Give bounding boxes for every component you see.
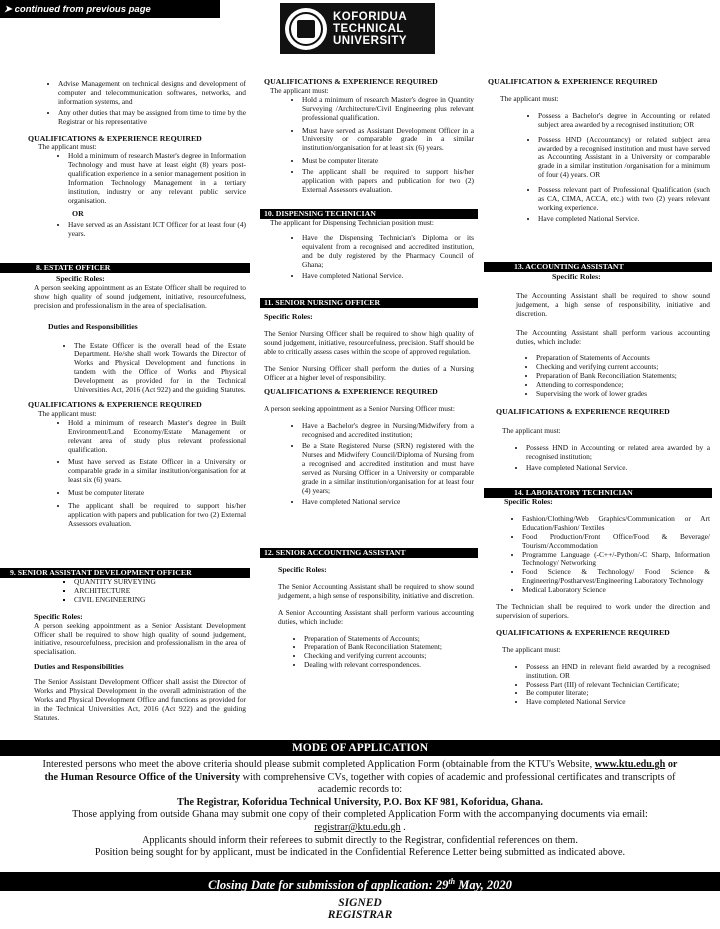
acc-qual-list (488, 112, 710, 224)
s12-specific-heading: Specific Roles: (278, 565, 327, 574)
s13-p2: The Accounting Assistant shall perform various accounting duties, which include: (516, 327, 710, 346)
list-item: • Have completed National Service. (538, 215, 710, 224)
list-item: • Must be computer literate (68, 489, 246, 498)
list-item: ▪ CIVIL ENGINEERING (74, 596, 246, 605)
s9-specific-text: A person seeking appointment as a Senior Assistant Development Officer shall be required to show high quality of sound judgement, initiative, resourcefulness, precision and professionalism in the area of specialisation. (34, 620, 246, 657)
logo-line-3: UNIVERSITY (333, 34, 408, 47)
section-9 (34, 578, 246, 723)
s14-roles-list (496, 515, 710, 595)
list-item: • Advise Management on technical designs and development of computer and telecommunication softwares, networks, and information systems, and (58, 80, 246, 107)
column-3 (488, 78, 710, 226)
list-item: • Have completed National Service (526, 698, 710, 707)
list-item: • Have a Bachelor's degree in Nursing/Midwifery from a recognised and accredited institution; (302, 422, 474, 440)
acc-qual-heading: QUALIFICATION & EXPERIENCE REQUIRED (488, 77, 658, 86)
section-11-title: 11. SENIOR NURSING OFFICER (260, 298, 478, 308)
s12-p1: The Senior Accounting Assistant shall be required to show sound judgement, a high sense of responsibility, initiative and discretion. (278, 581, 474, 600)
email-line (40, 822, 680, 835)
list-item: • Preparation of Bank Reconciliation Statements; (536, 372, 710, 381)
s11-p1: The Senior Nursing Officer shall be required to show high quality of sound judgement, initiative, resourcefulness, precision. Staff should be able to critically assess cases within the scope of approved regulation. (264, 328, 474, 356)
list-item: • Checking and verifying current accounts; (304, 652, 474, 661)
ict-qual-intro: The applicant must: (38, 142, 97, 152)
list-item: • Possess Part (III) of relevant Technician Certificate; (526, 681, 710, 690)
ict-qual-list-2 (28, 221, 246, 239)
column-2 (264, 78, 474, 197)
s8-qual-intro: The applicant must: (38, 408, 97, 418)
section-12 (278, 566, 474, 670)
list-item: • Must be computer literate (302, 157, 474, 166)
email-suffix: . (400, 821, 406, 833)
list-item: • The applicant shall be required to support his/her application with papers and publication for two (2) External Assessors evaluation. (302, 168, 474, 195)
s11-qual-heading: QUALIFICATIONS & EXPERIENCE REQUIRED (264, 387, 438, 397)
list-item: • Dealing with relevant correspondences. (304, 661, 474, 670)
section-8-title: 8. ESTATE OFFICER (0, 263, 250, 273)
column-1 (28, 80, 246, 241)
s8-qual-list (28, 419, 246, 529)
s9-duties-heading: Duties and Responsibilities (34, 662, 124, 672)
continued-text: continued from previous page (14, 3, 151, 15)
s14-qual-list (496, 663, 710, 708)
list-item: • Food Science & Technology/ Food Science & Engineering/Postharvest/Engineering Laboratory Technology (522, 568, 710, 586)
closing-date-month: May, 2020 (455, 878, 512, 893)
list-item: • Have completed National Service. (526, 464, 710, 473)
mode-paragraph-3: Applicants should inform their referees to submit directly to the Registrar, confidential references on them. (142, 834, 578, 846)
mode-p1-text: Interested persons who meet the above criteria should please submit completed Application Form (obtainable from the KTU's Website, (42, 759, 593, 770)
list-item: • Preparation of Statements of Accounts (536, 354, 710, 363)
logo-line-1: KOFORIDUA (333, 10, 408, 23)
list-item: • Fashion/Clothing/Web Graphics/Communication or Art Education/Fashion/ Textiles (522, 515, 710, 533)
list-item: • Hold a minimum of research Master's degree in Quantity Surveying /Architecture/Civil Engineering plus relevant professional qualification. (302, 96, 474, 123)
s8-specific-heading: Specific Roles: (56, 274, 105, 283)
s8-specific-text: A person seeking appointment as an Estate Officer shall be required to show high quality of sound judgement, initiative, resourcefulness, precision and professionalism in the area of specialisation. (34, 282, 246, 310)
logo-wordmark (333, 11, 407, 47)
ict-qual-heading: QUALIFICATIONS & EXPERIENCE REQUIRED (28, 133, 202, 143)
section-12-title: 12. SENIOR ACCOUNTING ASSISTANT (260, 548, 478, 558)
mode-of-application-body (40, 759, 680, 860)
s8-duties-list (28, 342, 246, 395)
list-item: • Hold a minimum of research Master's degree in Information Technology and must have at least eight (8) years post-qualification experience in a senior management position in Information Technology Management in a tertiary institution, industry or any relevant public service organisation. (68, 152, 246, 205)
section-14-title: 14. LABORATORY TECHNICIAN (484, 488, 712, 498)
list-item: • Hold a minimum of research Master's degree in Built Environment/Land Economy/Estate Management or relevant area of study plus relevant professional qualification. (68, 419, 246, 455)
list-item: • Possess a Bachelor's degree in Accounting or related subject area awarded by a recognised institution; OR (538, 112, 710, 130)
s10-list (264, 234, 474, 281)
list-item: • Have completed National Service. (302, 272, 474, 281)
list-item: • Have completed National service (302, 498, 474, 507)
list-item: • Be a State Registered Nurse (SRN) registered with the Nurses and Midwifery Council/Diploma of Nursing from a recognised and accredited institution and must have served as Nursing Officer in a University or comparable grade in a similar institution/organisation for at least four (4) years; (302, 442, 474, 495)
s13-qual-list (496, 444, 710, 473)
university-logo (280, 3, 435, 54)
list-item: • Must have served as Estate Officer in a University or comparable grade in a similar institution/organisation for at least six (6) years. (68, 458, 246, 485)
list-item: • Have the Dispensing Technician's Diploma or its equivalent from a recognised and accredited institution, and be duly registered by the Pharmacy Council of Ghana; (302, 234, 474, 270)
list-item: • Be computer literate; (526, 689, 710, 698)
section-10 (264, 219, 474, 282)
s13-p1: The Accounting Assistant shall be required to show sound judgement, a high sense of responsibility, initiative and discretion. (516, 290, 710, 318)
list-item: ▪ ARCHITECTURE (74, 587, 246, 596)
mode-of-application-title: MODE OF APPLICATION (0, 740, 720, 756)
s14-qual-heading: QUALIFICATIONS & EXPERIENCE REQUIRED (496, 627, 670, 637)
s12-p2: A Senior Accounting Assistant shall perform various accounting duties, which include: (278, 607, 474, 626)
list-item: • The applicant shall be required to support his/her application with papers and publication for two (2) External Assessors evaluation. (68, 502, 246, 529)
or-text: OR (72, 208, 84, 218)
closing-date-text: Closing Date for submission of application: 29 (208, 878, 449, 893)
list-item: • Possess HND in Accounting or related area awarded by a recognised institution; (526, 444, 710, 462)
s8-qual-heading: QUALIFICATIONS & EXPERIENCE REQUIRED (28, 399, 202, 409)
closing-date-banner (0, 872, 720, 891)
s14-text: The Technician shall be required to work under the direction and supervision of superiors. (496, 602, 710, 620)
list-item: • Checking and verifying current accounts; (536, 363, 710, 372)
s13-qual-heading: QUALIFICATIONS & EXPERIENCE REQUIRED (496, 407, 670, 416)
list-item: • Any other duties that may be assigned from time to time by the Registrar or his representative (58, 109, 246, 127)
list-item: ▪ QUANTITY SURVEYING (74, 578, 246, 587)
university-seal-icon (285, 8, 327, 50)
list-item: • The Estate Officer is the overall head of the Estate Department. He/she shall work Towards the Director of Works and Physical Development and functions in tandem with the Office of Works and Physical Development as provided for in the Technical Universities Act, 2016 (Act 922) and the guiding Statutes. (74, 342, 246, 395)
website-link[interactable]: www.ktu.edu.gh (594, 759, 666, 770)
section-13-title: 13. ACCOUNTING ASSISTANT (484, 262, 712, 272)
s11-qual-list (264, 422, 474, 506)
s12-duties-list (278, 635, 474, 671)
signature-block (260, 897, 460, 921)
list-item: • Medical Laboratory Science (522, 586, 710, 595)
s9-duties-text: The Senior Assistant Development Officer shall assist the Director of Works and Physical Development in the overall administration of the Works and Physical Development Office and functions as provided for in the Technical Universities Act, 2016 (Act 922) and the guiding Statutes. (34, 677, 246, 722)
list-item: • Must have served as Assistant Development Officer in a University or comparable grade in a similar institution/organisation for at least six (6) years. (302, 127, 474, 154)
continued-arrow-icon: ➤ (4, 3, 15, 15)
list-item: • Have served as an Assistant ICT Officer for at least four (4) years. (68, 221, 246, 239)
s11-specific-heading: Specific Roles: (264, 312, 313, 321)
dev-qual-list (264, 96, 474, 195)
list-item: • Food Production/Front Office/Food & Beverage/ Tourism/Accommodation (522, 533, 710, 551)
logo-line-2: TECHNICAL (333, 22, 404, 35)
list-item: • Preparation of Statements of Accounts; (304, 635, 474, 644)
section-9-title: 9. SENIOR ASSISTANT DEVELOPMENT OFFICER (0, 568, 250, 578)
mode-p1-tail: with comprehensive CVs, together with copies of academic and professional certificates and transcripts of academic records to: (240, 771, 676, 796)
dev-qual-heading: QUALIFICATIONS & EXPERIENCE REQUIRED (264, 77, 438, 86)
list-item: • Attending to correspondence; (536, 381, 710, 390)
section-13-qual (496, 408, 710, 475)
section-14 (496, 498, 710, 707)
list-item: • Preparation of Bank Reconciliation Statement; (304, 643, 474, 652)
continued-banner (0, 0, 220, 18)
section-11 (264, 313, 474, 508)
closing-date-sup: th (448, 877, 456, 886)
list-item: • Possess an HND in relevant field awarded by a recognised institution. OR (526, 663, 710, 681)
registrar-address: The Registrar, Koforidua Technical University, P.O. Box KF 981, Koforidua, Ghana. (177, 796, 543, 808)
s13-duties-list (516, 354, 710, 399)
mode-paragraph-1 (40, 759, 680, 797)
s9-disciplines-list (34, 578, 246, 605)
list-item: • Possess relevant part of Professional Qualification (such as CA, CIMA, ACCA, etc.) with two (2) years relevant working experience. (538, 186, 710, 213)
s14-qual-intro: The applicant must: (502, 644, 561, 654)
section-8 (28, 275, 246, 531)
s11-qual-intro: A person seeking appointment as a Senior Nursing Officer must: (264, 404, 455, 414)
registrar-text: REGISTRAR (327, 909, 393, 921)
hr-office-text: or the Human Resource Office of the University (44, 759, 678, 783)
signed-text: SIGNED (338, 897, 382, 909)
ict-duties-list (28, 80, 246, 127)
section-13 (516, 273, 710, 399)
section-10-title: 10. DISPENSING TECHNICIAN (260, 209, 478, 219)
list-item: • Supervising the work of lower grades (536, 390, 710, 399)
acc-qual-intro: The applicant must: (500, 93, 559, 103)
mode-paragraph-2: Those applying from outside Ghana may submit one copy of their completed Application Form with the accompanying documents via email: (72, 809, 648, 821)
s8-duties-heading: Duties and Responsibilities (48, 321, 138, 331)
s9-specific-heading: Specific Roles: (34, 611, 83, 621)
list-item: • Programme Language (-C++/-Python/-C Sharp, Information Technology/ Networking (522, 551, 710, 569)
s13-qual-intro: The applicant must: (502, 425, 561, 435)
s11-p2: The Senior Nursing Officer shall perform the duties of a Nursing Officer at a higher level of responsibility. (264, 363, 474, 382)
registrar-email-link[interactable]: registrar@ktu.edu.gh (314, 821, 401, 833)
s14-specific-heading: Specific Roles: (504, 497, 553, 506)
s13-specific-heading: Specific Roles: (552, 272, 601, 281)
list-item: • Possess HND (Accountancy) or related subject area awarded by a recognised institution and must have served as Accounting Assistant in a University or comparable grade in a similar institution /organisation for a minimum of four (4) years. OR (538, 136, 710, 181)
ict-qual-list (28, 152, 246, 205)
s10-intro: The applicant for Dispensing Technician position must: (270, 218, 434, 227)
dev-qual-intro: The applicant must: (270, 85, 329, 95)
mode-paragraph-4: Position being sought for by applicant, must be indicated in the Confidential Reference Letter being submitted as indicated above. (94, 847, 626, 859)
